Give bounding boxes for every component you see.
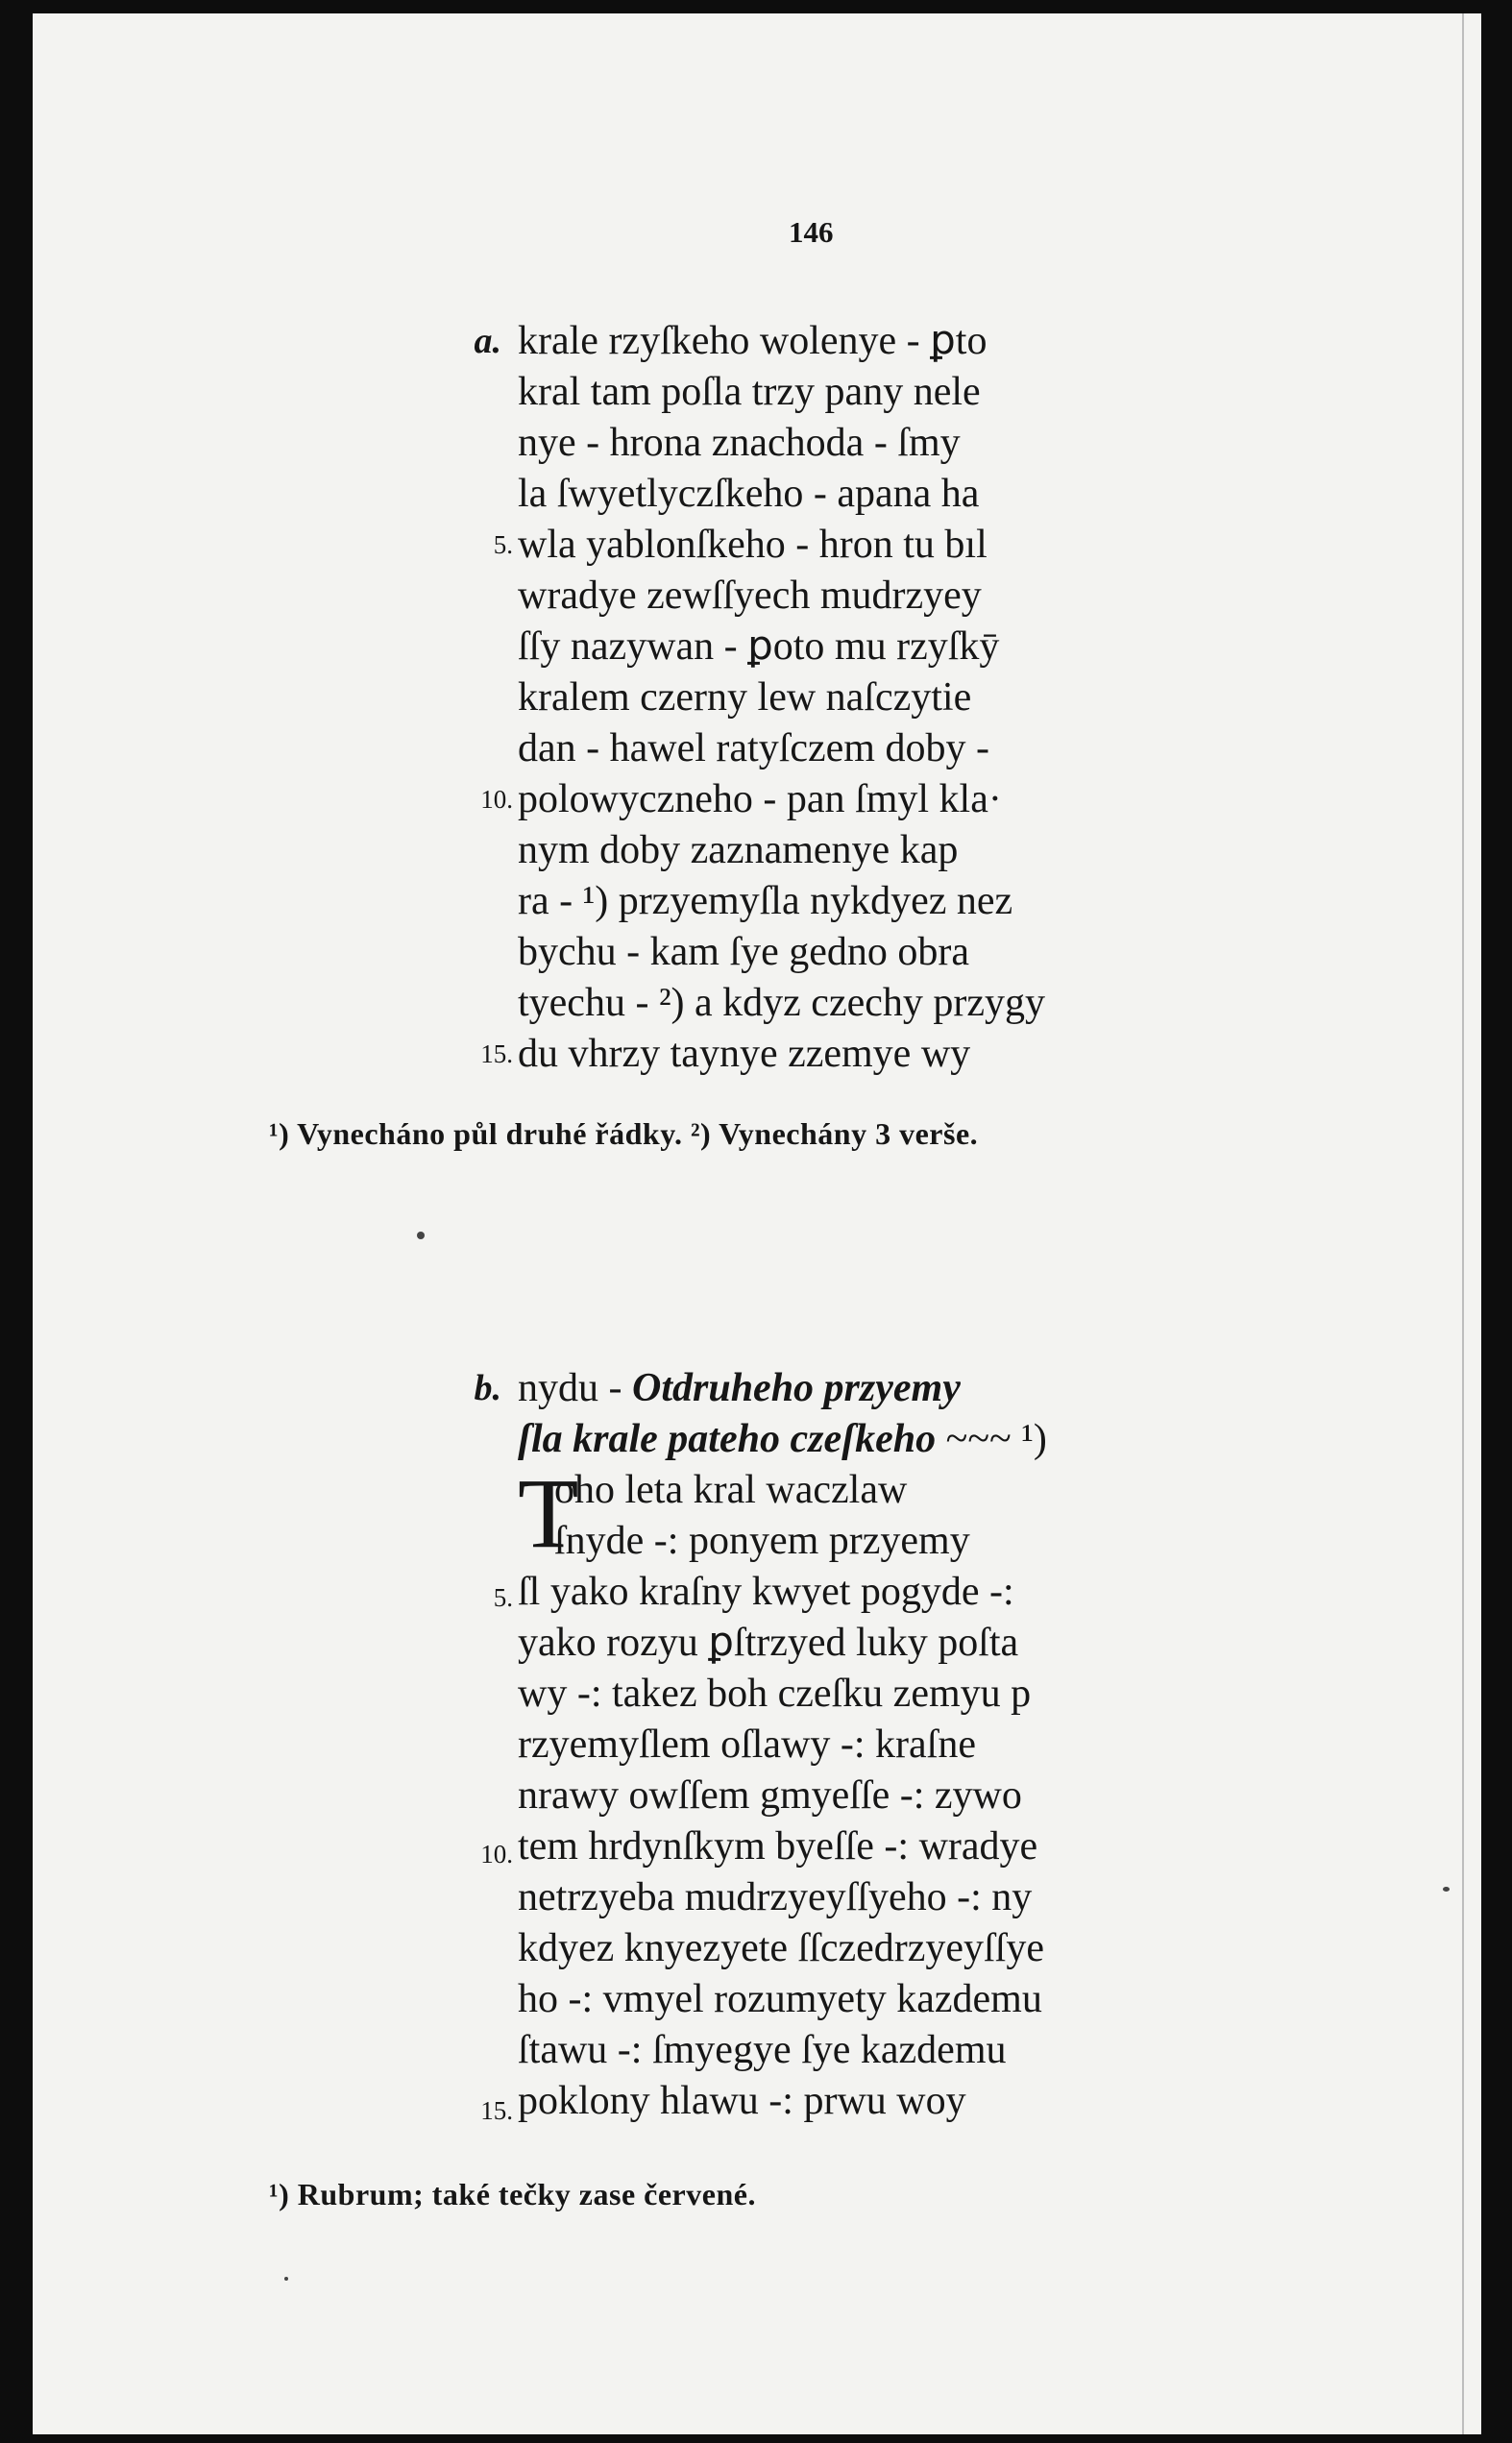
- line-number: 10.: [480, 785, 513, 814]
- text-line: du vhrzy taynye zzemye wy: [518, 1032, 971, 1076]
- line-number: 15.: [480, 1039, 513, 1068]
- scan-speck: [284, 2277, 288, 2281]
- text-line: krale rzyſkeho wolenye - ꝑto: [518, 319, 988, 363]
- heading-line: [518, 1415, 1047, 1463]
- section-a-lines: [518, 317, 1190, 1086]
- text-line: wy -: takez boh czeſku zemyu p: [518, 1672, 1032, 1716]
- section-b-marker: b.: [474, 1368, 501, 1408]
- text-line: nye - hrona znachoda - ſmy: [518, 421, 961, 465]
- page-edge-shadow: [1462, 13, 1464, 2434]
- line-number: 5.: [493, 530, 513, 559]
- text-line: kral tam poſla trzy pany nele: [518, 370, 981, 414]
- scan-speck: [1443, 1887, 1450, 1892]
- heading-italic: ſla krale pateho czeſkeho: [518, 1417, 937, 1461]
- text-line: ſſy nazywan - ꝑoto mu rzyſkȳ: [518, 624, 1000, 669]
- text-line: ſnyde -: ponyem przyemy: [554, 1519, 970, 1563]
- section-b: [33, 1364, 1481, 2229]
- text-line: tem hrdynſkym byeſſe -: wradye: [518, 1824, 1038, 1869]
- heading-italic: Otdruheho przyemy: [632, 1366, 961, 1410]
- text-line: kdyez knyezyete ſſczedrzyeyſſye: [518, 1926, 1045, 1970]
- line-number: 5.: [493, 1583, 513, 1612]
- text-line: dan - hawel ratyſczem doby -: [518, 726, 989, 770]
- text-line: netrzyeba mudrzyeyſſyeho -: ny: [518, 1875, 1033, 1919]
- footnote-b: ¹) Rubrum; také tečky zase červené.: [269, 2177, 756, 2211]
- text-line: wradye zewſſyech mudrzyey: [518, 574, 982, 618]
- text-line: nrawy owſſem gmyeſſe -: zywo: [518, 1773, 1022, 1818]
- footnote-a: ¹) Vynecháno půl druhé řádky. ²) Vynechány 3 verše.: [269, 1116, 979, 1151]
- text-line: ho -: vmyel rozumyety kazdemu: [518, 1977, 1042, 2021]
- text-line: wla yablonſkeho - hron tu bıl: [518, 523, 988, 567]
- text-line: nym doby zaznamenye kap: [518, 828, 959, 872]
- book-page: [33, 13, 1481, 2434]
- line-number: 15.: [480, 2096, 513, 2125]
- text-line: la ſwyetlyczſkeho - apana ha: [518, 472, 980, 516]
- text-line: ra - ¹) przyemyſla nykdyez nez: [518, 879, 1013, 923]
- text-line: ſl yako kraſny kwyet pogyde -:: [518, 1570, 1014, 1614]
- page-number: 146: [789, 215, 834, 249]
- text-line: oho leta kral waczlaw: [554, 1468, 908, 1512]
- scan-speck: [417, 1232, 425, 1239]
- text-line: bychu - kam ſye gedno obra: [518, 930, 970, 974]
- text-line: tyechu - ²) a kdyz czechy przygy: [518, 981, 1045, 1025]
- section-a: [33, 317, 1481, 1182]
- text-line: poklony hlawu -: prwu woy: [518, 2079, 966, 2123]
- heading-line: [518, 1364, 961, 1412]
- heading-plain: nydu -: [518, 1366, 632, 1410]
- line-number: 10.: [480, 1840, 513, 1869]
- text-line: polowyczneho - pan ſmyl kla·: [518, 777, 1002, 821]
- text-line: rzyemyſlem oſlawy -: kraſne: [518, 1722, 976, 1767]
- section-b-lines: [518, 1458, 1190, 2158]
- heading-footnote-mark: ~~~ ¹): [936, 1417, 1047, 1461]
- text-line: kralem czerny lew naſczytie: [518, 675, 972, 720]
- drop-cap: T: [518, 1458, 579, 1569]
- text-line: yako rozyu ꝑſtrzyed luky poſta: [518, 1621, 1019, 1665]
- section-a-marker: a.: [474, 321, 501, 361]
- text-line: ſtawu -: ſmyegye ſye kazdemu: [518, 2028, 1007, 2072]
